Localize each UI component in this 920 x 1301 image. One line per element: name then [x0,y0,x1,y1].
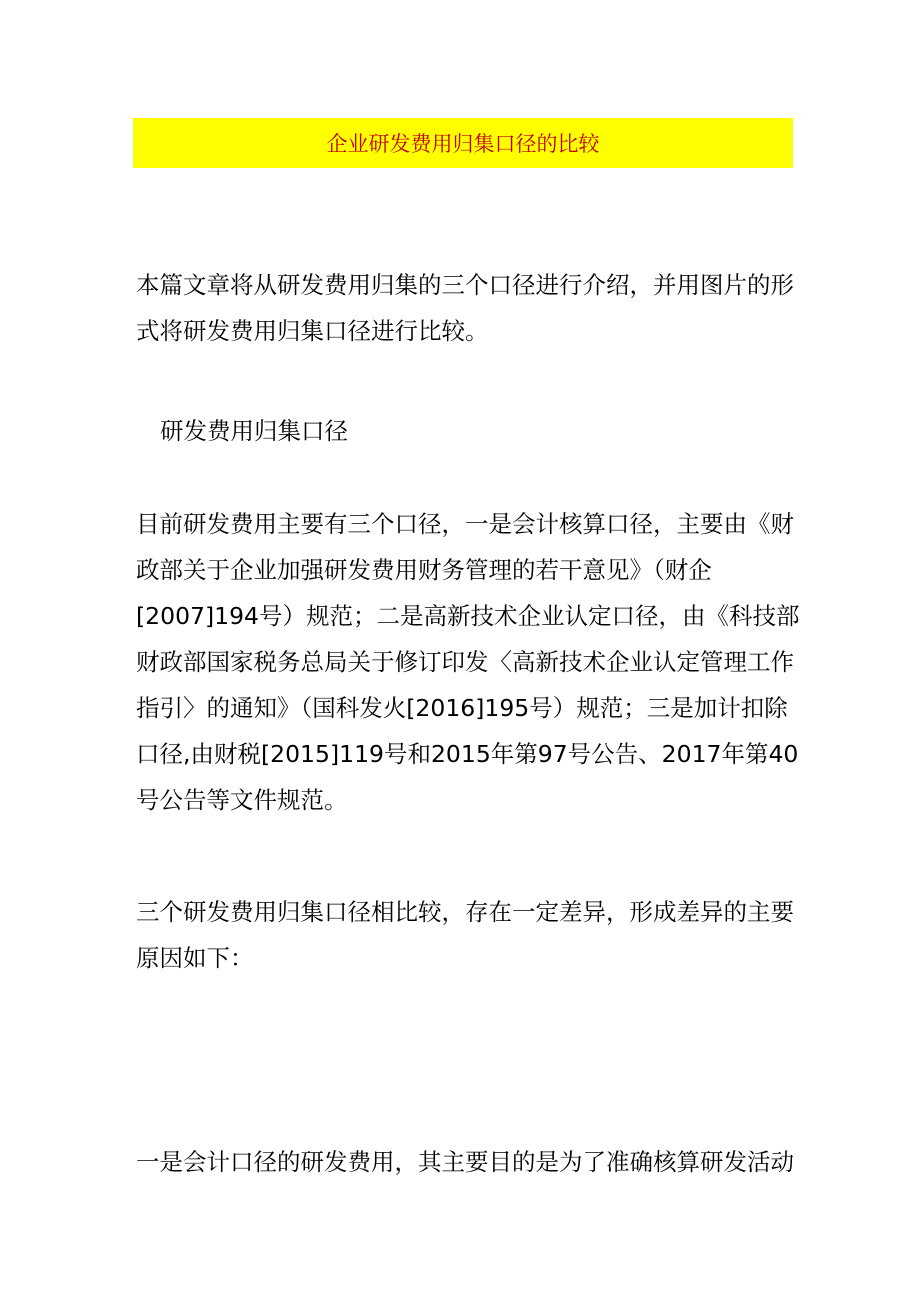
paragraph-3 [136,1139,796,1185]
paragraph-line: 指引〉的通知》（国科发火[2016]195号）规范；三是加计扣除 [136,694,788,722]
paragraph-line: 一是会计口径的研发费用，其主要目的是为了准确核算研发活动 [136,1148,794,1176]
intro-line: 式将研发费用归集口径进行比较。 [136,317,489,345]
paragraph-line: [2007]194号）规范；二是高新技术企业认定口径，由《科技部 [136,602,800,630]
document-title: 企业研发费用归集口径的比较 [326,132,600,156]
paragraph-line: 号公告等文件规范。 [136,786,348,814]
paragraph-line: 政部关于企业加强研发费用财务管理的若干意见》（财企 [136,556,712,584]
paragraph-line: 口径,由财税[2015]119号和2015年第97号公告、2017年第40 [136,740,799,768]
paragraph-2 [136,889,796,981]
title-banner [133,118,793,168]
section-heading: 研发费用归集口径 [160,417,348,445]
intro-paragraph [136,262,796,354]
paragraph-line: 财政部国家税务总局关于修订印发〈高新技术企业认定管理工作 [136,648,794,676]
paragraph-1 [136,501,800,823]
paragraph-line: 目前研发费用主要有三个口径，一是会计核算口径，主要由《财 [136,510,794,538]
paragraph-line: 三个研发费用归集口径相比较，存在一定差异，形成差异的主要 [136,898,794,926]
intro-line: 本篇文章将从研发费用归集的三个口径进行介绍，并用图片的形 [136,271,794,299]
paragraph-line: 原因如下： [136,944,254,972]
